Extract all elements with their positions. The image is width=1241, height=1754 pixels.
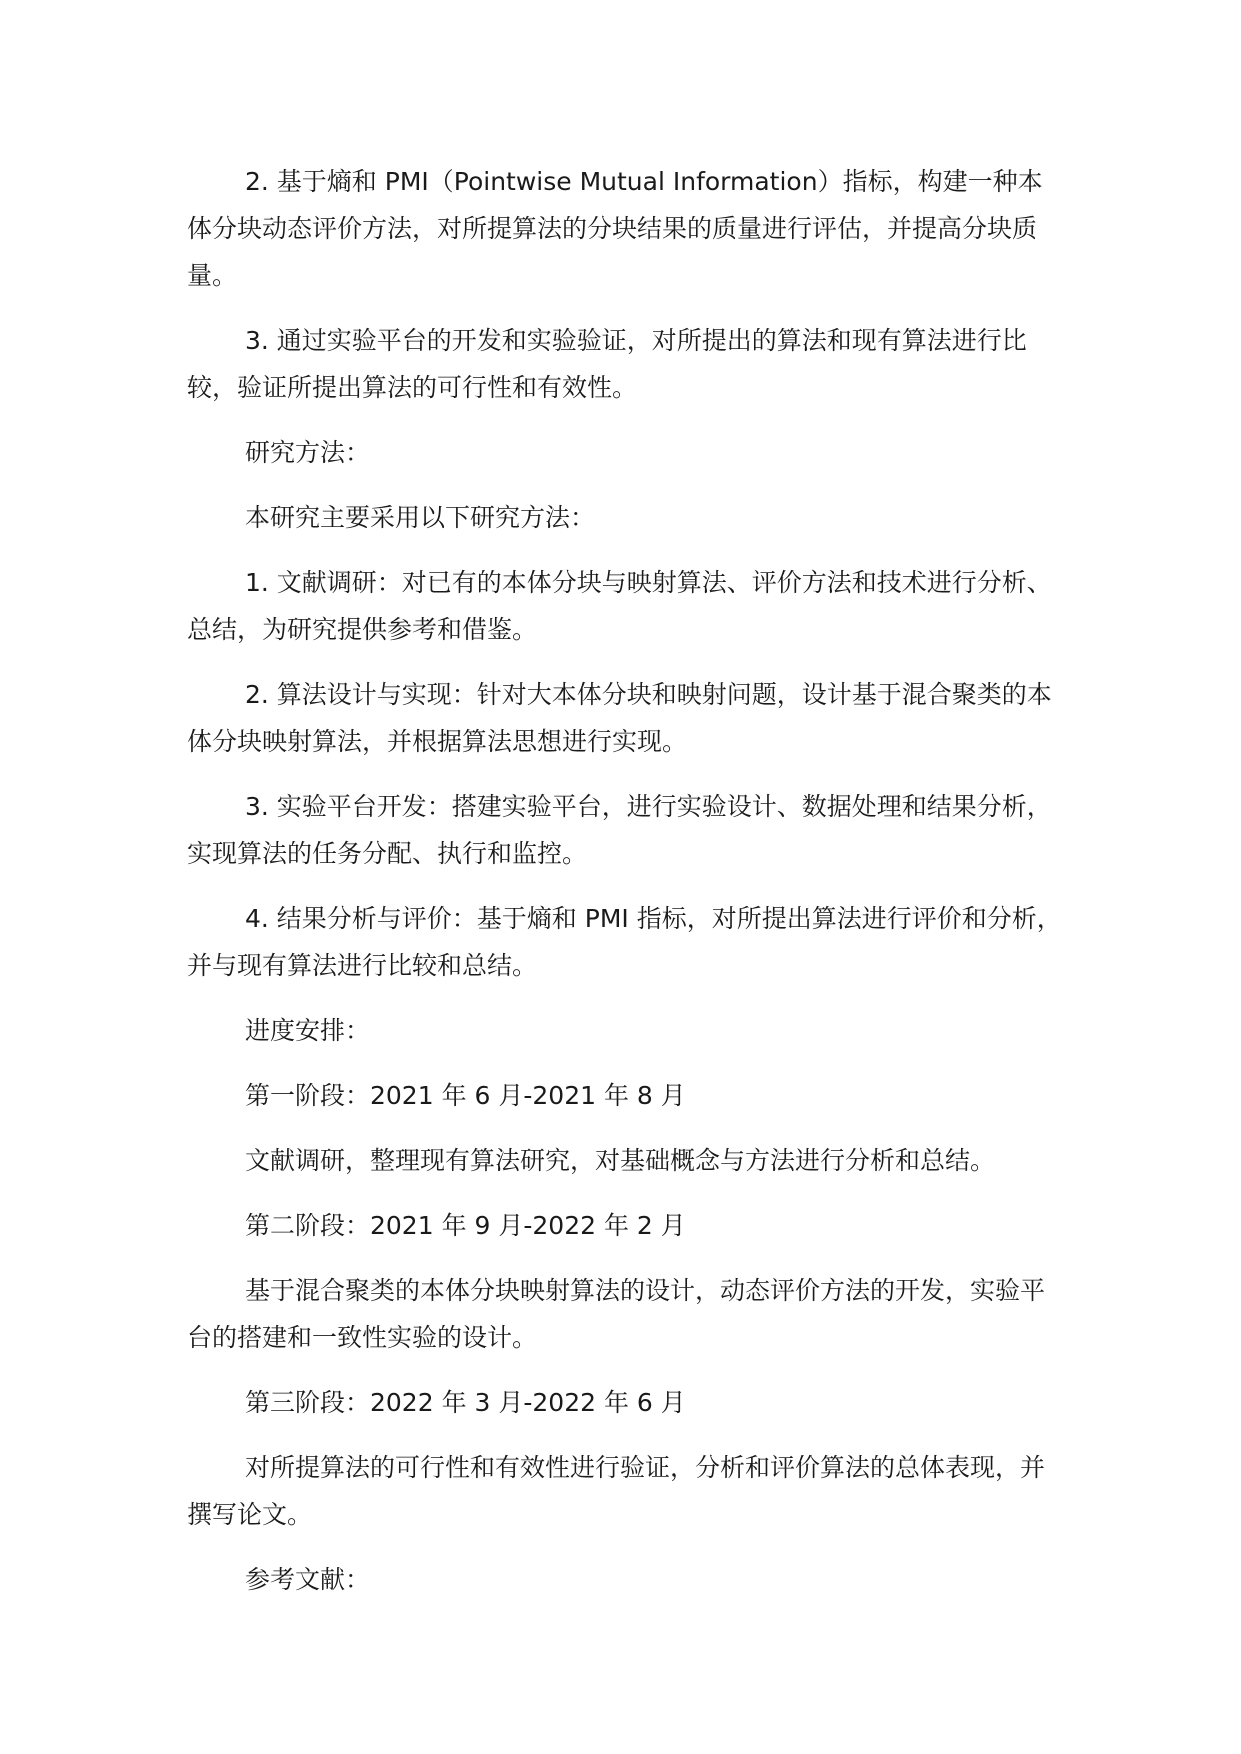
paragraph-method-4: 4. 结果分析与评价：基于熵和 PMI 指标，对所提出算法进行评价和分析，并与现有算法进行比较和总结。 [187, 904, 1062, 980]
heading-references: 参考文献： [245, 1565, 371, 1594]
paragraph-methods-intro: 本研究主要采用以下研究方法： [245, 503, 596, 532]
heading-research-methods: 研究方法： [245, 438, 371, 467]
paragraph-goal-2: 2. 基于熵和 PMI（Pointwise Mutual Information）指标，构建一种本体分块动态评价方法，对所提算法的分块结果的质量进行评估，并提高分块质量。 [187, 167, 1043, 290]
document-body [187, 158, 1067, 1621]
schedule-phase-3-desc: 对所提算法的可行性和有效性进行验证，分析和评价算法的总体表现，并撰写论文。 [187, 1453, 1046, 1529]
paragraph-goal-3: 3. 通过实验平台的开发和实验验证，对所提出的算法和现有算法进行比较，验证所提出算法的可行性和有效性。 [187, 326, 1027, 402]
heading-schedule: 进度安排： [245, 1016, 371, 1045]
schedule-phase-2-desc: 基于混合聚类的本体分块映射算法的设计，动态评价方法的开发，实验平台的搭建和一致性实验的设计。 [187, 1276, 1046, 1352]
schedule-phase-3-title: 第三阶段：2022 年 3 月-2022 年 6 月 [245, 1388, 686, 1417]
paragraph-method-3: 3. 实验平台开发：搭建实验平台，进行实验设计、数据处理和结果分析，实现算法的任务分配、执行和监控。 [187, 792, 1052, 868]
schedule-phase-2-title: 第二阶段：2021 年 9 月-2022 年 2 月 [245, 1211, 686, 1240]
schedule-phase-1-title: 第一阶段：2021 年 6 月-2021 年 8 月 [245, 1081, 686, 1110]
schedule-phase-1-desc: 文献调研，整理现有算法研究，对基础概念与方法进行分析和总结。 [245, 1146, 996, 1175]
paragraph-method-2: 2. 算法设计与实现：针对大本体分块和映射问题，设计基于混合聚类的本体分块映射算法，并根据算法思想进行实现。 [187, 680, 1052, 756]
paragraph-method-1: 1. 文献调研：对已有的本体分块与映射算法、评价方法和技术进行分析、总结，为研究提供参考和借鉴。 [187, 568, 1052, 644]
